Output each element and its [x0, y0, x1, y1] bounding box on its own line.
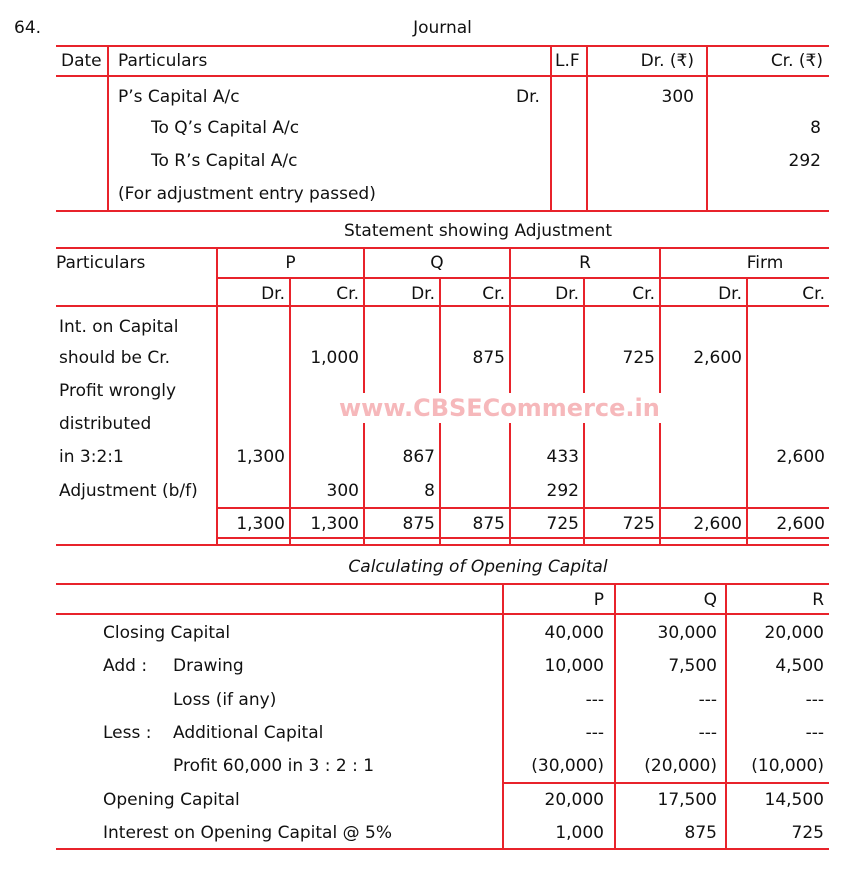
- adjustment-group-r: R: [579, 253, 591, 273]
- opening-col-divider: [502, 583, 504, 850]
- adjustment-cell: 867: [402, 447, 435, 467]
- adjustment-subheader-cr: Cr.: [482, 284, 505, 304]
- journal-top-rule: [56, 45, 829, 47]
- journal-credit-amount: 8: [810, 118, 821, 138]
- journal-debit-amount: 300: [661, 87, 694, 107]
- opening-header-p: P: [593, 590, 604, 610]
- journal-col-divider: [550, 45, 552, 212]
- opening-cell: ---: [698, 723, 717, 743]
- journal-credit-amount: 292: [788, 151, 821, 171]
- adjustment-total-cell: 725: [546, 514, 579, 534]
- adjustment-total-rule: [216, 507, 829, 509]
- adjustment-total-cell: 875: [402, 514, 435, 534]
- adjustment-subheader-cr: Cr.: [632, 284, 655, 304]
- opening-cell: 30,000: [657, 623, 717, 643]
- adjustment-total-cell: 1,300: [236, 514, 285, 534]
- adjustment-cell: 725: [622, 348, 655, 368]
- adjustment-subheader-rule: [216, 277, 829, 279]
- opening-cell: 20,000: [544, 790, 604, 810]
- adjustment-cell: 2,600: [693, 348, 742, 368]
- opening-row-prefix: Less :: [103, 723, 152, 743]
- opening-header-r: R: [812, 590, 824, 610]
- adjustment-col-divider: [289, 277, 291, 546]
- watermark: www.CBSECommerce.in: [339, 394, 660, 422]
- adjustment-subheader-dr: Dr.: [555, 284, 579, 304]
- journal-credit-account: To R’s Capital A/c: [151, 151, 298, 171]
- journal-header-rule: [56, 75, 829, 77]
- opening-cell: 40,000: [544, 623, 604, 643]
- journal-header-date: Date: [61, 51, 102, 71]
- adjustment-total-cell: 1,300: [310, 514, 359, 534]
- journal-col-divider: [586, 45, 588, 212]
- opening-cell: 17,500: [657, 790, 717, 810]
- opening-cell: 875: [684, 823, 717, 843]
- opening-cell: 4,500: [775, 656, 824, 676]
- opening-header-q: Q: [703, 590, 717, 610]
- opening-cell: 7,500: [668, 656, 717, 676]
- journal-dr-marker: Dr.: [516, 87, 540, 107]
- journal-bottom-rule: [56, 210, 829, 212]
- opening-row-label: Loss (if any): [173, 690, 277, 710]
- journal-col-divider: [107, 45, 109, 212]
- opening-col-divider: [725, 583, 727, 850]
- adjustment-row-label: should be Cr.: [59, 348, 171, 368]
- adjustment-bottom-rule: [56, 544, 829, 546]
- opening-top-rule: [56, 583, 829, 585]
- adjustment-subheader-dr: Dr.: [411, 284, 435, 304]
- opening-subtotal-rule: [503, 782, 829, 784]
- opening-cell: ---: [585, 690, 604, 710]
- question-number: 64.: [14, 18, 42, 38]
- adjustment-total-cell: 725: [622, 514, 655, 534]
- adjustment-cell: 433: [546, 447, 579, 467]
- adjustment-row-label: Int. on Capital: [59, 317, 179, 337]
- adjustment-cell: 292: [546, 481, 579, 501]
- opening-cell: (10,000): [751, 756, 824, 776]
- opening-header-rule: [56, 613, 829, 615]
- opening-row-label: Opening Capital: [103, 790, 240, 810]
- journal-narration: (For adjustment entry passed): [118, 184, 376, 204]
- opening-cell: 20,000: [764, 623, 824, 643]
- adjustment-total-cell: 2,600: [776, 514, 825, 534]
- opening-cell: ---: [585, 723, 604, 743]
- opening-row-prefix: Add :: [103, 656, 148, 676]
- adjustment-row-label: in 3:2:1: [59, 447, 124, 467]
- journal-credit-account: To Q’s Capital A/c: [151, 118, 300, 138]
- adjustment-group-q: Q: [430, 253, 444, 273]
- adjustment-col-divider: [746, 277, 748, 546]
- adjustment-subheader-dr: Dr.: [718, 284, 742, 304]
- opening-cell: ---: [805, 690, 824, 710]
- adjustment-cell: 2,600: [776, 447, 825, 467]
- adjustment-cell: 1,300: [236, 447, 285, 467]
- adjustment-header-particulars: Particulars: [56, 253, 146, 273]
- opening-row-label: Drawing: [173, 656, 244, 676]
- adjustment-title: Statement showing Adjustment: [343, 221, 613, 241]
- adjustment-group-firm: Firm: [746, 253, 784, 273]
- journal-header-dr: Dr. (₹): [640, 51, 694, 71]
- adjustment-cell: 8: [424, 481, 435, 501]
- opening-cell: 14,500: [764, 790, 824, 810]
- opening-row-label: Additional Capital: [173, 723, 324, 743]
- opening-title: Calculating of Opening Capital: [348, 557, 608, 577]
- journal-col-divider: [706, 45, 708, 212]
- journal-header-lf: L.F: [555, 51, 580, 71]
- opening-cell: 1,000: [555, 823, 604, 843]
- opening-cell: (30,000): [531, 756, 604, 776]
- adjustment-subheader-cr: Cr.: [336, 284, 359, 304]
- journal-header-particulars: Particulars: [118, 51, 208, 71]
- opening-cell: ---: [698, 690, 717, 710]
- journal-debit-account: P’s Capital A/c: [118, 87, 240, 107]
- adjustment-top-rule: [56, 247, 829, 249]
- opening-cell: 725: [791, 823, 824, 843]
- adjustment-double-rule: [216, 537, 829, 539]
- opening-col-divider: [614, 583, 616, 850]
- adjustment-subheader-dr: Dr.: [261, 284, 285, 304]
- adjustment-row-label: distributed: [59, 414, 152, 434]
- adjustment-cell: 875: [472, 348, 505, 368]
- adjustment-header-rule: [56, 305, 829, 307]
- opening-bottom-rule: [56, 848, 829, 850]
- opening-cell: ---: [805, 723, 824, 743]
- adjustment-subheader-cr: Cr.: [802, 284, 825, 304]
- adjustment-group-p: P: [285, 253, 296, 273]
- adjustment-cell: 300: [326, 481, 359, 501]
- opening-row-label: Closing Capital: [103, 623, 231, 643]
- opening-row-label: Profit 60,000 in 3 : 2 : 1: [173, 756, 375, 776]
- opening-cell: 10,000: [544, 656, 604, 676]
- adjustment-row-label: Adjustment (b/f): [59, 481, 198, 501]
- adjustment-total-cell: 2,600: [693, 514, 742, 534]
- adjustment-cell: 1,000: [310, 348, 359, 368]
- journal-header-cr: Cr. (₹): [770, 51, 823, 71]
- journal-title: Journal: [413, 18, 472, 38]
- opening-row-label: Interest on Opening Capital @ 5%: [103, 823, 392, 843]
- opening-cell: (20,000): [644, 756, 717, 776]
- adjustment-row-label: Profit wrongly: [59, 381, 177, 401]
- adjustment-total-cell: 875: [472, 514, 505, 534]
